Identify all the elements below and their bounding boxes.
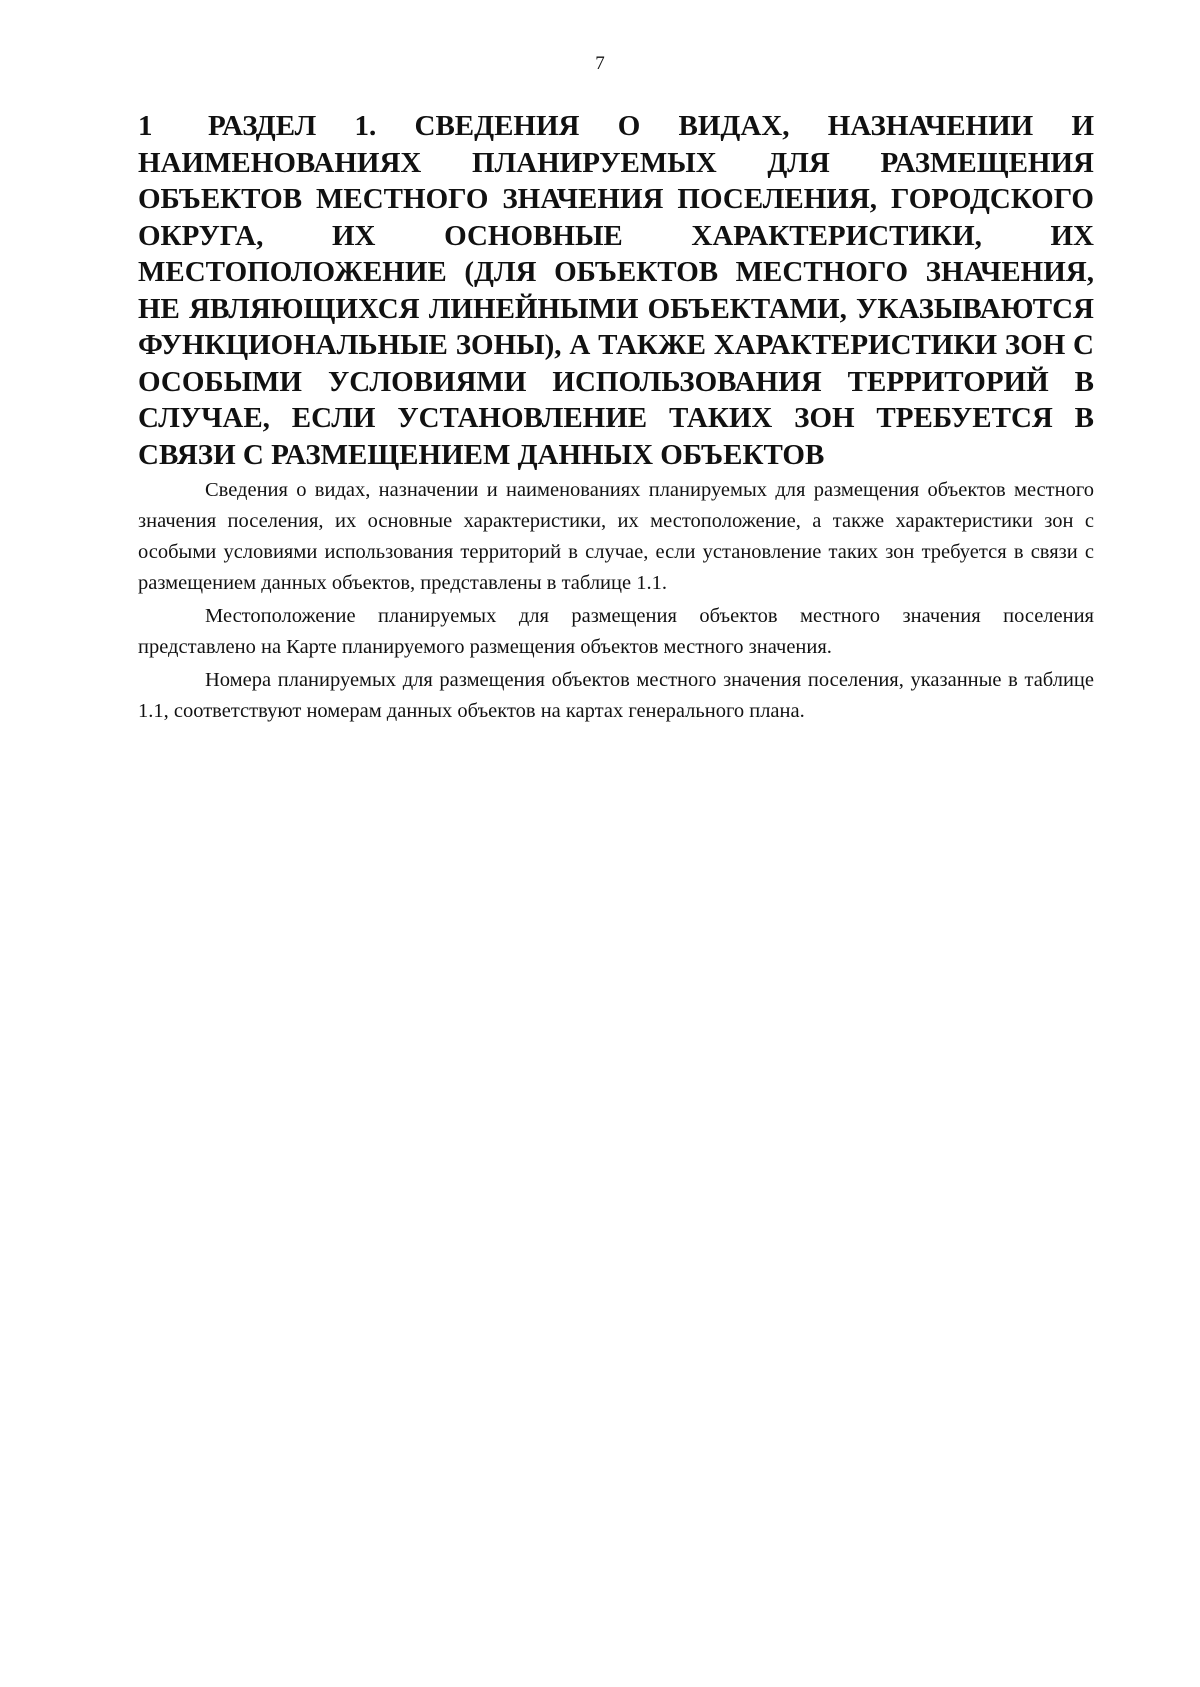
- section-number: 1: [138, 110, 153, 142]
- section-title: РАЗДЕЛ 1. СВЕДЕНИЯ О ВИДАХ, НАЗНАЧЕНИИ И НАИМЕНОВАНИЯХ ПЛАНИРУЕМЫХ ДЛЯ РАЗМЕЩЕНИЯ ОБЪЕКТОВ МЕСТНОГО ЗНАЧЕНИЯ ПОСЕЛЕНИЯ, ГОРОДСКОГО ОКРУГА, ИХ ОСНОВНЫЕ ХАРАКТЕРИСТИКИ, ИХ МЕСТОПОЛОЖЕНИЕ (ДЛЯ ОБЪЕКТОВ МЕСТНОГО ЗНАЧЕНИЯ, НЕ ЯВЛЯЮЩИХСЯ ЛИНЕЙНЫМИ ОБЪЕКТАМИ, УКАЗЫВАЮТСЯ ФУНКЦИОНАЛЬНЫЕ ЗОНЫ), А ТАКЖЕ ХАРАКТЕРИСТИКИ ЗОН С ОСОБЫМИ УСЛОВИЯМИ ИСПОЛЬЗОВАНИЯ ТЕРРИТОРИЙ В СЛУЧАЕ, ЕСЛИ УСТАНОВЛЕНИЕ ТАКИХ ЗОН ТРЕБУЕТСЯ В СВЯЗИ С РАЗМЕЩЕНИЕМ ДАННЫХ ОБЪЕКТОВ: [138, 110, 1094, 471]
- paragraph-object-numbers: Номера планируемых для размещения объектов местного значения поселения, указанные в таблице 1.1, соответствуют номерам данных объектов на картах генерального плана.: [138, 669, 1094, 722]
- paragraph-map-location: Местоположение планируемых для размещения объектов местного значения поселения представлено на Карте планируемого размещения объектов местного значения.: [138, 605, 1094, 658]
- page-number: 7: [595, 53, 605, 74]
- paragraph-table-reference: Сведения о видах, назначении и наименованиях планируемых для размещения объектов местного значения поселения, их основные характеристики, их местоположение, а также характеристики зон с особыми условиями использования территорий в случае, если установление таких зон требуется в связи с размещением данных объектов, представлены в таблице 1.1.: [138, 479, 1094, 594]
- section-heading: [138, 108, 1094, 473]
- page-content: [138, 108, 1094, 727]
